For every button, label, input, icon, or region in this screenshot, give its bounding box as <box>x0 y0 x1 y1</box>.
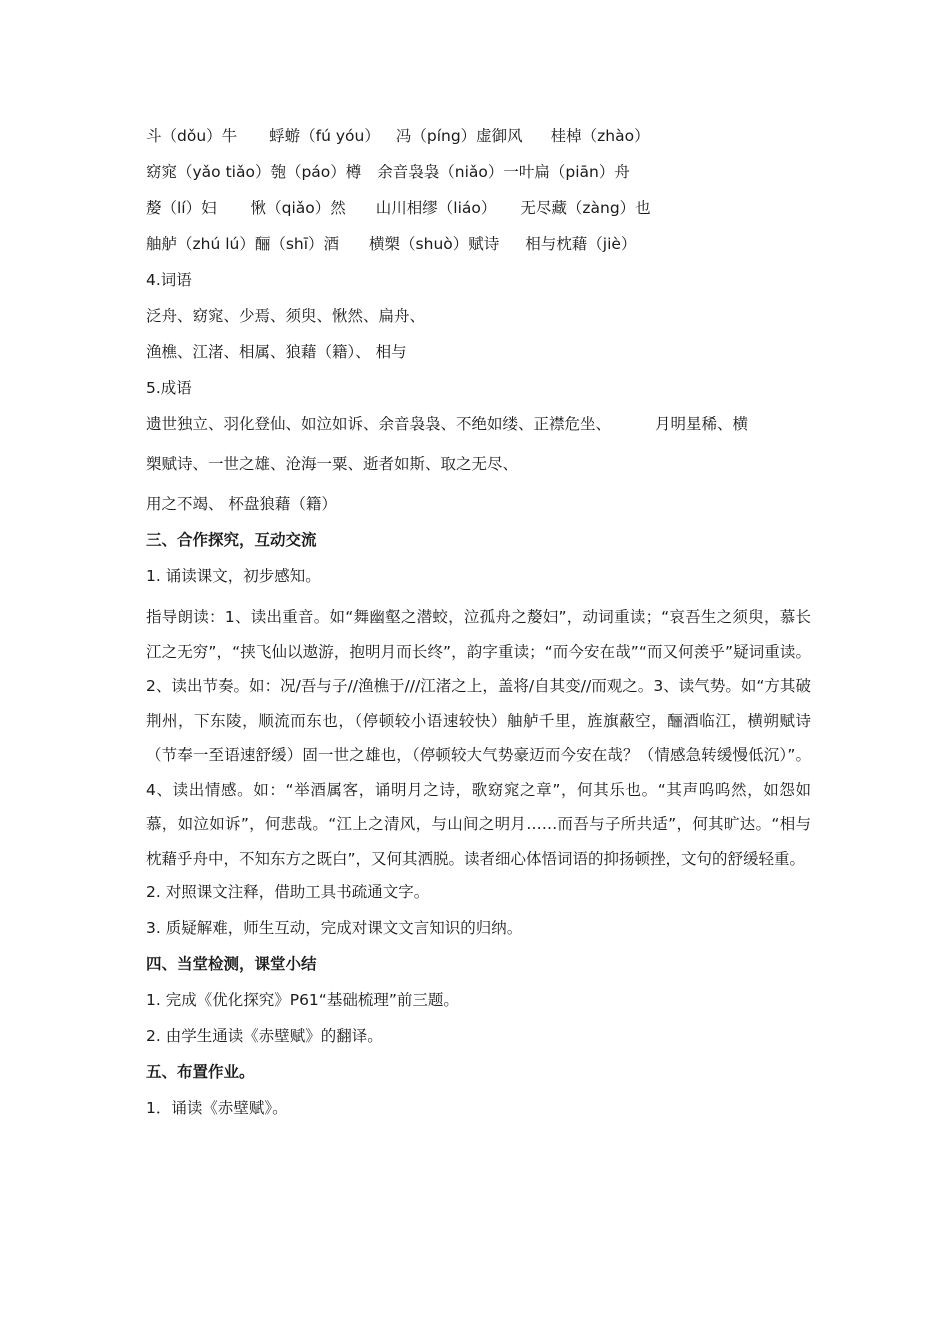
pinyin-item: 无尽藏（zàng）也 <box>520 199 651 217</box>
pinyin-item: 舳舻（zhú lú）酾（shī）酒 <box>146 235 340 253</box>
pinyin-line-1 <box>146 124 811 160</box>
vocab-title: 4.词语 <box>146 271 192 289</box>
pinyin-item: 愀（qiǎo）然 <box>250 199 346 217</box>
pinyin-item: 桂棹（zhào） <box>550 127 650 145</box>
pinyin-item: 相与枕藉（jiè） <box>525 235 637 253</box>
list-item: 1. 诵读课文，初步感知。 <box>146 567 321 585</box>
pinyin-item: 余音袅袅（niǎo）一叶扁（piān）舟 <box>377 163 630 181</box>
pinyin-line-3 <box>146 196 811 232</box>
idioms-title: 5.成语 <box>146 379 192 397</box>
list-item: 1．诵读《赤壁赋》。 <box>146 1099 288 1117</box>
pinyin-line-4 <box>146 232 811 268</box>
pinyin-item: 蜉蝣（fú yóu） <box>269 127 380 145</box>
list-item: 3. 质疑解难，师生互动，完成对课文文言知识的归纳。 <box>146 919 523 937</box>
pinyin-line-2 <box>146 160 811 196</box>
vocab-line: 渔樵、江渚、相属、狼藉（籍）、 相与 <box>146 343 407 361</box>
pinyin-item: 冯（píng）虚御风 <box>395 127 523 145</box>
pinyin-item: 山川相缪（liáo） <box>375 199 497 217</box>
idioms-line: 用之不竭、 杯盘狼藉（籍） <box>146 495 337 513</box>
section-heading: 三、合作探究，互动交流 <box>146 531 317 549</box>
pinyin-item: 横槊（shuò）赋诗 <box>369 235 500 253</box>
pinyin-item: 斗（dǒu）牛 <box>146 127 238 145</box>
list-item: 2. 对照课文注释，借助工具书疏通文字。 <box>146 883 430 901</box>
idioms-line <box>146 412 811 452</box>
list-item: 1. 完成《优化探究》P61“基础梳理”前三题。 <box>146 991 459 1009</box>
document-body <box>146 124 811 1132</box>
section-heading: 四、当堂检测，课堂小结 <box>146 955 317 973</box>
vocab-line: 泛舟、窈窕、少焉、须臾、愀然、扁舟、 <box>146 307 426 325</box>
idioms-line: 槊赋诗、一世之雄、沧海一粟、逝者如斯、取之无尽、 <box>146 455 519 473</box>
idioms-text: 月明星稀、横 <box>655 415 749 433</box>
section-heading: 五、布置作业。 <box>146 1063 255 1081</box>
pinyin-item: 嫠（lí）妇 <box>146 199 217 217</box>
reading-guidance-paragraph: 指导朗读：1、读出重音。如“舞幽壑之潜蛟，泣孤舟之嫠妇”，动词重读；“哀吾生之须臾，慕长江之无穷”，“挟飞仙以遨游，抱明月而长终”，韵字重读；“而今安在哉”“而又何羡乎”疑词重读。2、读出节奏。如：况/吾与子//渔樵于///江渚之上，盖将/自其变//而观之。3、读气势。如“方其破荆州，下东陵，顺流而东也，（停顿较小语速较快）舳舻千里，旌旗蔽空，酾酒临江，横朔赋诗（节奉一至语速舒缓）固一世之雄也，（停顿较大气势豪迈而今安在哉？（情感急转缓慢低沉）”。4、读出情感。如：“举酒属客，诵明月之诗，歌窈窕之章”，何其乐也。“其声呜呜然，如怨如慕，如泣如诉”，何悲哉。“江上之清风，与山间之明月……而吾与子所共适”，何其旷达。“相与枕藉乎舟中，不知东方之既白”，又何其洒脱。读者细心体悟词语的抑扬顿挫，文句的舒缓轻重。 <box>146 608 811 868</box>
pinyin-item: 窈窕（yǎo tiǎo）匏（páo）樽 <box>146 163 362 181</box>
idioms-text: 遗世独立、羽化登仙、如泣如诉、余音袅袅、不绝如缕、正襟危坐、 <box>146 415 612 433</box>
list-item: 2. 由学生通读《赤壁赋》的翻译。 <box>146 1027 383 1045</box>
